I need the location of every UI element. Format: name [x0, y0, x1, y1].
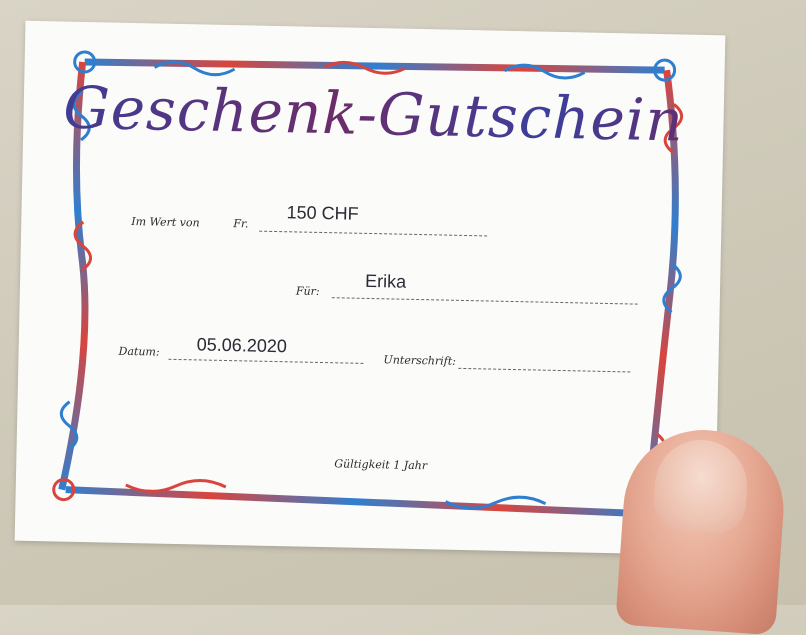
- border-bottom: [65, 490, 645, 514]
- value-label: Im Wert von: [131, 214, 200, 230]
- validity-text: Gültigkeit 1 Jahr: [334, 457, 428, 473]
- currency-label: Fr.: [233, 217, 249, 231]
- signature-label: Unterschrift:: [383, 353, 457, 368]
- recipient-label: Für:: [295, 284, 320, 298]
- date-text: 05.06.2020: [196, 334, 288, 357]
- value-text: 150 CHF: [286, 202, 359, 224]
- date-label: Datum:: [118, 344, 160, 359]
- voucher-title: Geschenk-Gutschein: [23, 73, 724, 156]
- recipient-text: Erika: [364, 270, 407, 292]
- gift-voucher-card: [15, 21, 726, 556]
